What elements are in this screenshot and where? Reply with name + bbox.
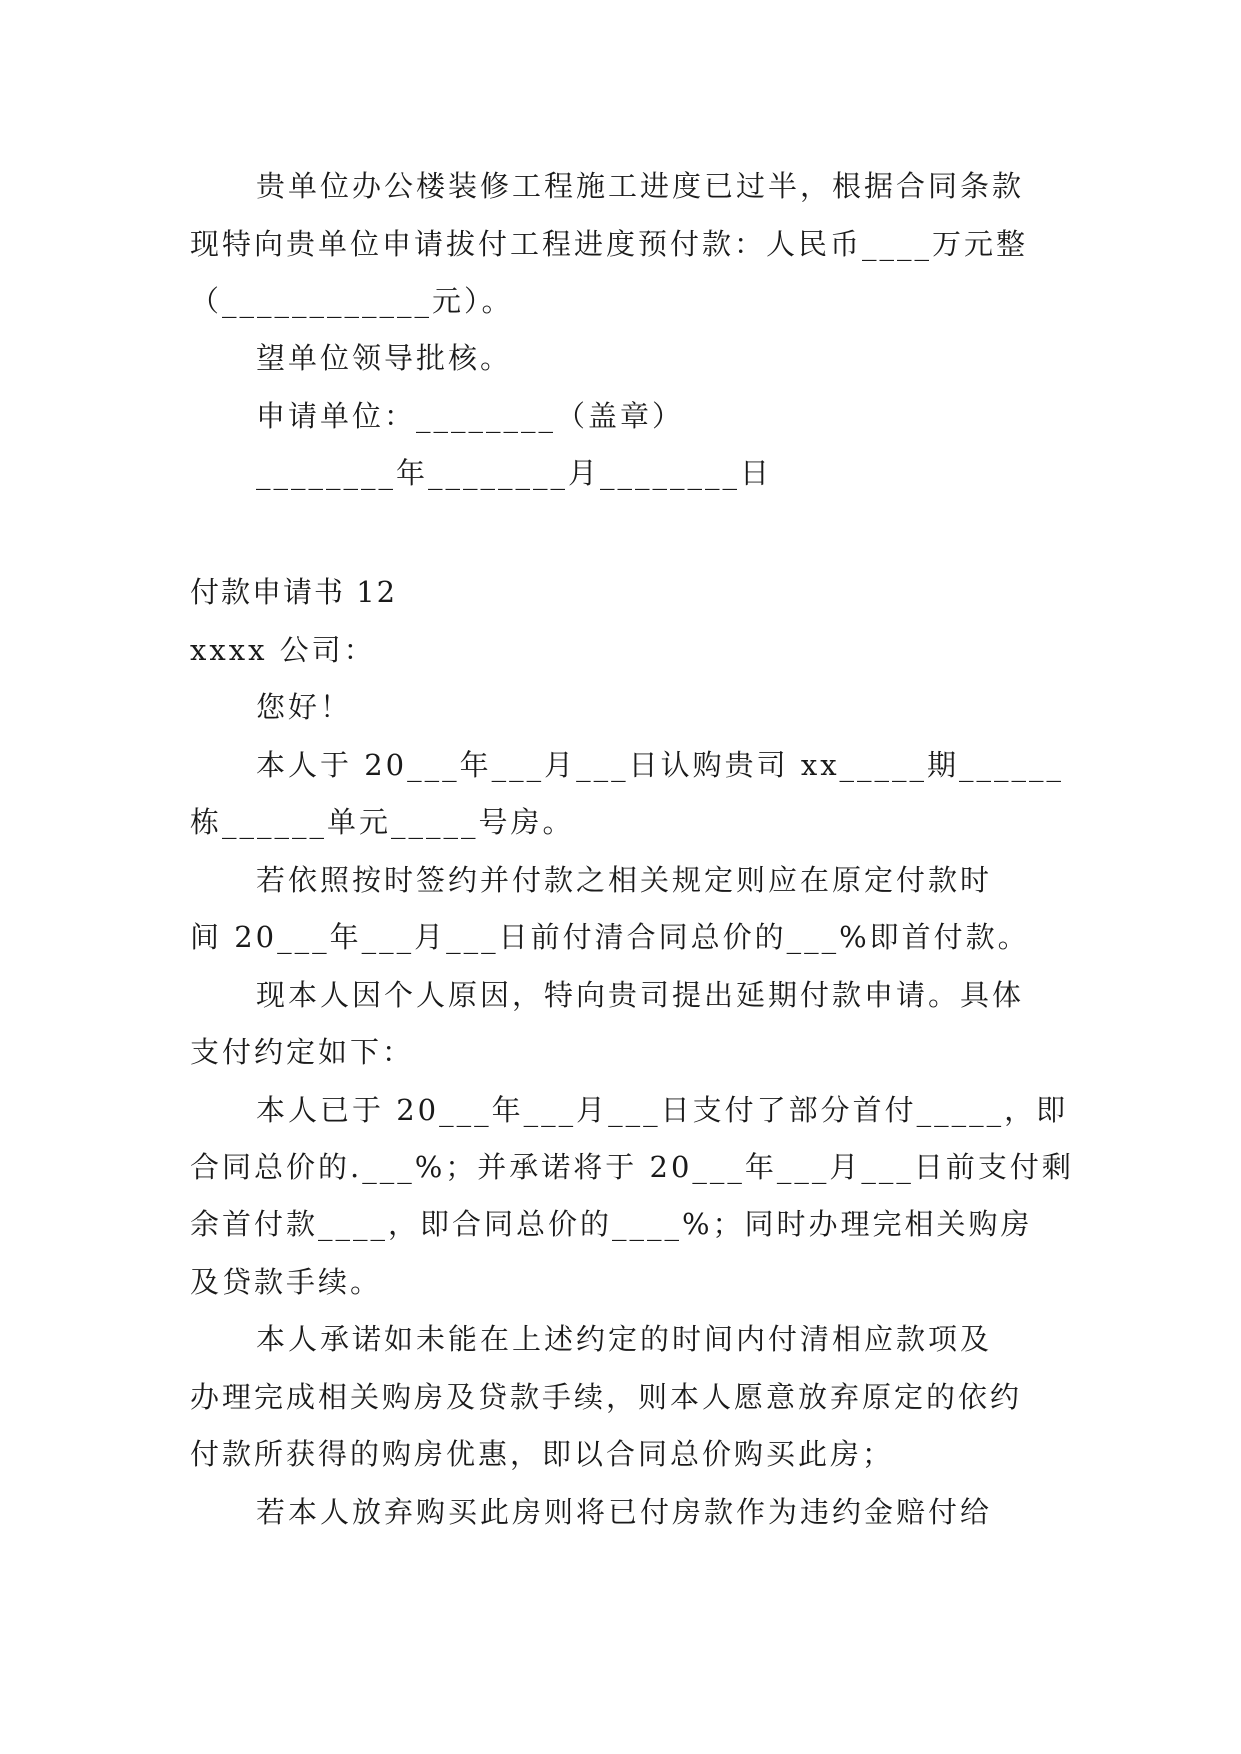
- prev-paragraph-1-line-1: 贵单位办公楼装修工程施工进度已过半，根据合同条款: [256, 169, 1025, 203]
- prev-paragraph-1-line-2: 现特向贵单位申请拔付工程进度预付款：人民币____万元整: [190, 227, 1029, 261]
- greeting: 您好！: [256, 690, 353, 724]
- prev-applicant-line: 申请单位：________（盖章）: [256, 399, 685, 433]
- paragraph-5-line-1: 本人承诺如未能在上述约定的时间内付清相应款项及: [256, 1322, 993, 1356]
- section-title: 付款申请书 12: [190, 575, 398, 609]
- paragraph-2-line-2: 间 20___年___月___日前付清合同总价的___%即首付款。: [190, 920, 1030, 954]
- prev-paragraph-1-line-3: （____________元）。: [190, 284, 514, 318]
- paragraph-1-line-1: 本人于 20___年___月___日认购贵司 xx_____期______: [256, 748, 1065, 782]
- paragraph-2-line-1: 若依照按时签约并付款之相关规定则应在原定付款时: [256, 863, 993, 897]
- paragraph-6-line-1: 若本人放弃购买此房则将已付房款作为违约金赔付给: [256, 1495, 993, 1529]
- paragraph-5-line-2: 办理完成相关购房及贷款手续，则本人愿意放弃原定的依约: [190, 1380, 1023, 1414]
- paragraph-5-line-3: 付款所获得的购房优惠，即以合同总价购买此房；: [190, 1437, 895, 1471]
- paragraph-4-line-3: 余首付款____，即合同总价的____%；同时办理完相关购房: [190, 1207, 1033, 1241]
- paragraph-1-line-2: 栋______单元_____号房。: [190, 805, 575, 839]
- prev-date-line: ________年________月________日: [256, 456, 773, 490]
- addressee: xxxx 公司：: [190, 633, 376, 667]
- prev-paragraph-2: 望单位领导批核。: [256, 341, 513, 375]
- paragraph-3-line-1: 现本人因个人原因，特向贵司提出延期付款申请。具体: [256, 978, 1025, 1012]
- paragraph-3-line-2: 支付约定如下：: [190, 1035, 415, 1069]
- paragraph-4-line-4: 及贷款手续。: [190, 1265, 383, 1299]
- paragraph-4-line-2: 合同总价的.___%；并承诺将于 20___年___月___日前支付剩: [190, 1150, 1074, 1184]
- paragraph-4-line-1: 本人已于 20___年___月___日支付了部分首付_____，即: [256, 1093, 1069, 1127]
